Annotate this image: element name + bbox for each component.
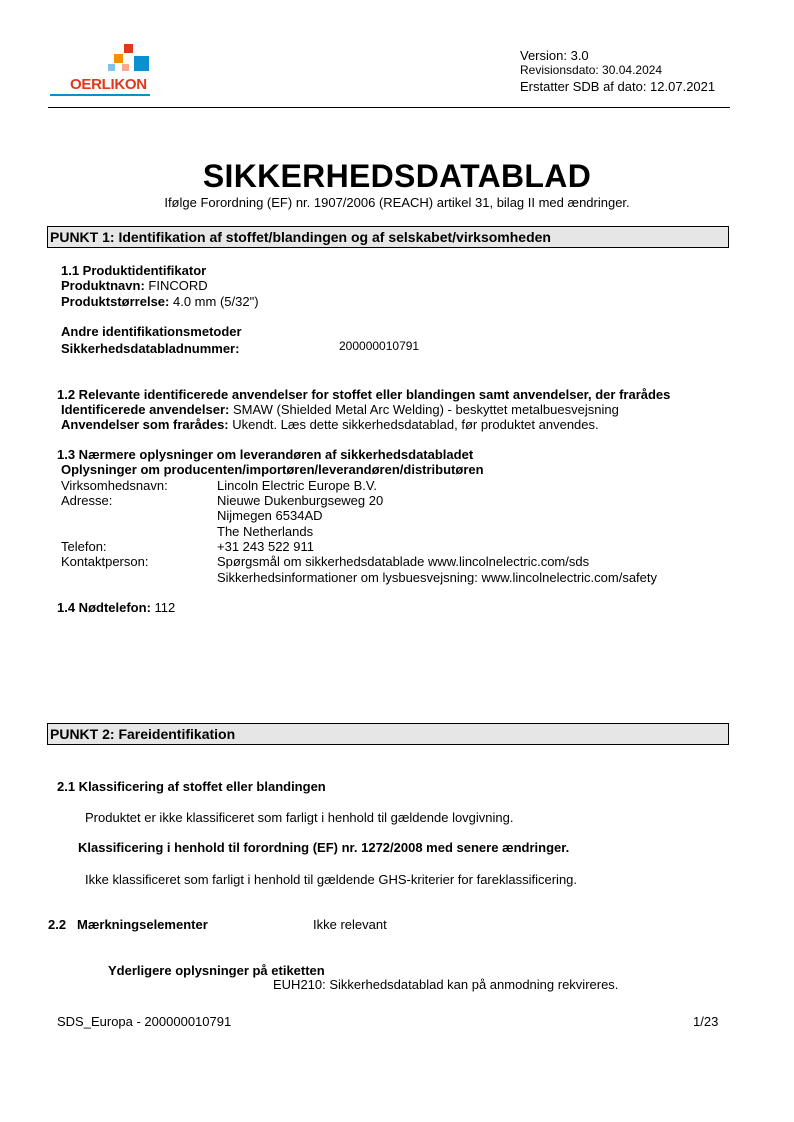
advised-uses-label: Anvendelser som frarådes:	[61, 417, 229, 432]
footer-page-number: 1/23	[693, 1014, 719, 1029]
clp-text: Ikke klassificeret som farligt i henhold til gældende GHS-kriterier for fareklassificering.	[85, 872, 578, 887]
logo-square-red	[124, 44, 133, 53]
s2-1-title: 2.1 Klassificering af stoffet eller blandingen	[57, 779, 326, 794]
s2-2-value: Ikke relevant	[313, 917, 387, 932]
replaces-date: Erstatter SDB af dato: 12.07.2021	[520, 79, 716, 94]
emergency-phone-label: 1.4 Nødtelefon:	[57, 600, 151, 615]
section-2-heading: PUNKT 2: Fareidentifikation	[47, 723, 729, 745]
address-label: Adresse:	[61, 493, 113, 508]
header-rule	[48, 107, 730, 108]
logo-square-lightblue	[108, 64, 115, 71]
product-name: FINCORD	[148, 278, 208, 293]
logo-underline	[50, 94, 150, 96]
identified-uses: SMAW (Shielded Metal Arc Welding) - beskyttet metalbuesvejsning	[232, 402, 619, 417]
company-name: Lincoln Electric Europe B.V.	[217, 478, 377, 493]
contact-safety: Sikkerhedsinformationer om lysbuesvejsning: www.lincolnelectric.com/safety	[217, 570, 658, 585]
contact-label: Kontaktperson:	[61, 554, 149, 569]
s1-1-title: 1.1 Produktidentifikator	[61, 263, 207, 278]
contact-sds: Spørgsmål om sikkerhedsdatablade www.lincolnelectric.com/sds	[217, 554, 590, 569]
s1-2-title: 1.2 Relevante identificerede anvendelser for stoffet eller blandingen samt anvendelser, der frarådes	[57, 387, 671, 402]
advised-uses: Ukendt. Læs dette sikkerhedsdatablad, før produktet anvendes.	[232, 417, 599, 432]
product-size-row	[61, 294, 259, 310]
identified-uses-row	[61, 402, 619, 418]
other-methods-label: Andre identifikationsmetoder	[61, 324, 242, 339]
clp-title: Klassificering i henhold til forordning (EF) nr. 1272/2008 med senere ændringer.	[78, 840, 570, 855]
s1-3-subtitle: Oplysninger om producenten/importøren/leverandøren/distributøren	[61, 462, 484, 477]
document-subtitle: Ifølge Forordning (EF) nr. 1907/2006 (REACH) artikel 31, bilag II med ændringer.	[164, 195, 630, 210]
address-line-1: Nieuwe Dukenburgseweg 20	[217, 493, 384, 508]
extra-label-title: Yderligere oplysninger på etiketten	[108, 963, 325, 978]
sds-number: 200000010791	[339, 339, 420, 353]
logo-square-orange	[114, 54, 123, 63]
section-1-heading: PUNKT 1: Identifikation af stoffet/blandingen og af selskabet/virksomheden	[47, 226, 729, 248]
oerlikon-logo	[50, 44, 160, 100]
sds-number-label: Sikkerhedsdatabladnummer:	[61, 341, 240, 356]
extra-label-text: EUH210: Sikkerhedsdatablad kan på anmodning rekvireres.	[273, 977, 619, 992]
s1-3-title: 1.3 Nærmere oplysninger om leverandøren af sikkerhedsdatabladet	[57, 447, 474, 462]
logo-square-pink	[122, 64, 129, 71]
logo-square-blue	[134, 56, 149, 71]
product-name-label: Produktnavn:	[61, 278, 145, 293]
product-size-label: Produktstørrelse:	[61, 294, 170, 309]
s2-2-number: 2.2	[48, 917, 67, 932]
document-title: SIKKERHEDSDATABLAD	[202, 158, 592, 194]
revision-date: Revisionsdato: 30.04.2024	[520, 63, 663, 77]
identified-uses-label: Identificerede anvendelser:	[61, 402, 230, 417]
phone-number: +31 243 522 911	[217, 539, 314, 554]
product-size: 4.0 mm (5/32")	[173, 294, 259, 309]
emergency-phone: 112	[154, 600, 176, 615]
footer-doc-id: SDS_Europa - 200000010791	[57, 1014, 232, 1029]
company-label: Virksomhedsnavn:	[61, 478, 168, 493]
product-name-row	[61, 278, 208, 294]
emergency-phone-row	[57, 600, 175, 616]
logo-text: OERLIKON	[70, 76, 147, 93]
address-line-2: Nijmegen 6534AD	[217, 508, 323, 523]
advised-uses-row	[61, 417, 599, 433]
phone-label: Telefon:	[61, 539, 107, 554]
s2-1-text: Produktet er ikke klassificeret som farligt i henhold til gældende lovgivning.	[85, 810, 514, 825]
version: Version: 3.0	[520, 48, 589, 63]
address-line-3: The Netherlands	[217, 524, 314, 539]
s2-2-label: Mærkningselementer	[77, 917, 208, 932]
